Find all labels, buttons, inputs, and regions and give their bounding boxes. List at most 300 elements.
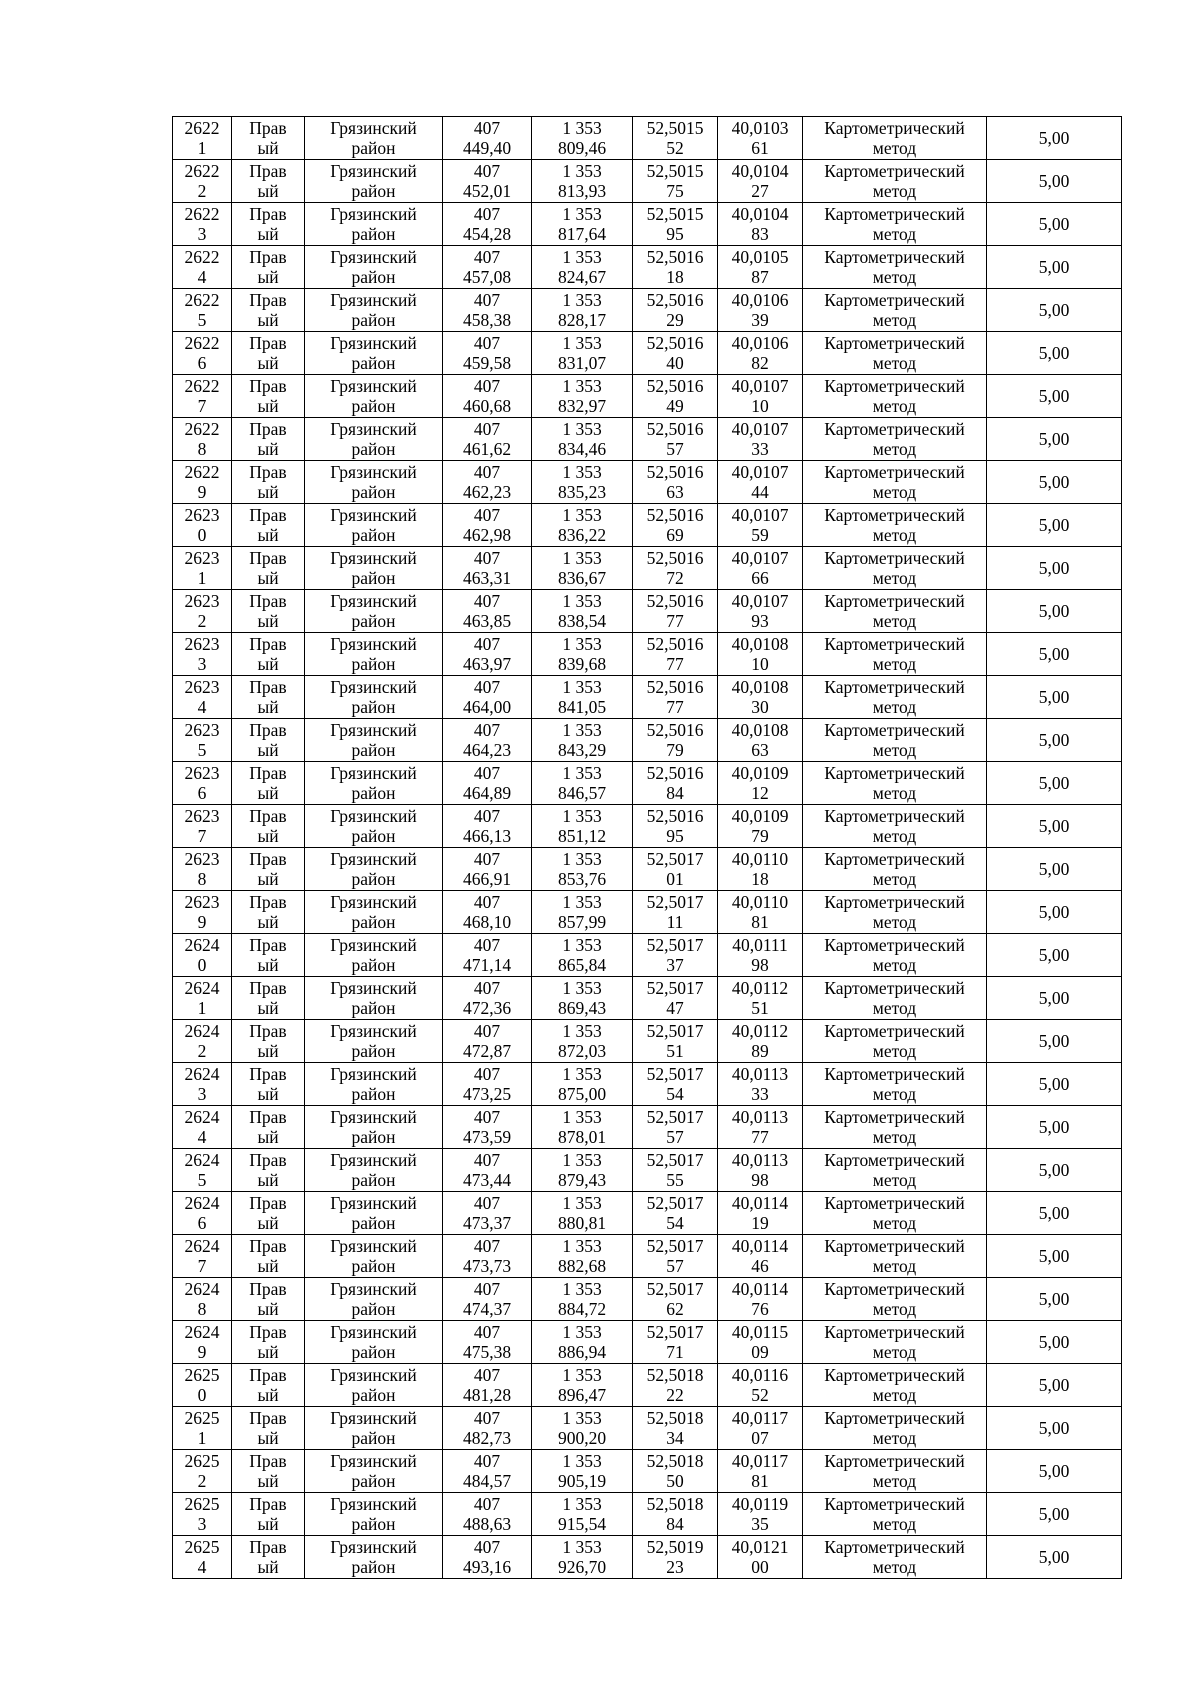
method-cell bbox=[803, 1407, 987, 1450]
method-text: метод bbox=[872, 1428, 917, 1448]
district-cell bbox=[305, 805, 443, 848]
method-cell bbox=[803, 762, 987, 805]
bank-side-text: Прав bbox=[249, 1451, 287, 1471]
district-text: район bbox=[351, 1471, 396, 1491]
table-row bbox=[173, 1235, 1122, 1278]
accuracy-text: 5,00 bbox=[1038, 859, 1070, 879]
coordinate-x-text: 407 bbox=[473, 548, 501, 568]
longitude-cell bbox=[718, 1407, 803, 1450]
method-text: Картометрический bbox=[824, 333, 965, 353]
coordinate-x-text: 407 bbox=[473, 1107, 501, 1127]
coordinate-y-text: 1 353 bbox=[562, 1107, 602, 1127]
table-row bbox=[173, 1364, 1122, 1407]
coordinate-y-cell bbox=[532, 934, 633, 977]
coordinate-x-cell bbox=[443, 1192, 532, 1235]
accuracy-text: 5,00 bbox=[1038, 945, 1070, 965]
latitude-text: 50 bbox=[666, 1471, 684, 1491]
accuracy-cell bbox=[987, 117, 1122, 160]
longitude-text: 30 bbox=[751, 697, 769, 717]
method-cell bbox=[803, 1192, 987, 1235]
method-text: Картометрический bbox=[824, 1494, 965, 1514]
district-text: Грязинский bbox=[330, 1150, 417, 1170]
district-cell bbox=[305, 289, 443, 332]
latitude-text: 52,5018 bbox=[646, 1451, 704, 1471]
district-cell bbox=[305, 1278, 443, 1321]
longitude-text: 52 bbox=[751, 1385, 769, 1405]
accuracy-text: 5,00 bbox=[1038, 1117, 1070, 1137]
latitude-text: 47 bbox=[666, 998, 684, 1018]
bank-side-text: ый bbox=[257, 568, 279, 588]
district-text: район bbox=[351, 1385, 396, 1405]
bank-side-cell bbox=[232, 1278, 305, 1321]
longitude-text: 40,0117 bbox=[731, 1408, 789, 1428]
longitude-text: 98 bbox=[751, 1170, 769, 1190]
coordinate-x-cell bbox=[443, 418, 532, 461]
table-row bbox=[173, 1192, 1122, 1235]
longitude-cell bbox=[718, 1149, 803, 1192]
bank-side-text: Прав bbox=[249, 1193, 287, 1213]
method-text: Картометрический bbox=[824, 161, 965, 181]
point-number-text: 2623 bbox=[184, 677, 220, 697]
coordinate-x-text: 407 bbox=[473, 1408, 501, 1428]
longitude-cell bbox=[718, 891, 803, 934]
table-row bbox=[173, 1149, 1122, 1192]
bank-side-cell bbox=[232, 289, 305, 332]
table-row bbox=[173, 676, 1122, 719]
district-text: район bbox=[351, 1557, 396, 1577]
latitude-text: 54 bbox=[666, 1084, 684, 1104]
district-cell bbox=[305, 977, 443, 1020]
longitude-text: 76 bbox=[751, 1299, 769, 1319]
point-number-text: 2625 bbox=[184, 1451, 220, 1471]
bank-side-cell bbox=[232, 1407, 305, 1450]
longitude-cell bbox=[718, 160, 803, 203]
point-number-text: 0 bbox=[197, 525, 207, 545]
district-cell bbox=[305, 1450, 443, 1493]
point-number-text: 4 bbox=[197, 697, 207, 717]
coordinate-y-cell bbox=[532, 1020, 633, 1063]
accuracy-cell bbox=[987, 762, 1122, 805]
accuracy-cell bbox=[987, 504, 1122, 547]
accuracy-text: 5,00 bbox=[1038, 472, 1070, 492]
bank-side-text: Прав bbox=[249, 978, 287, 998]
method-cell bbox=[803, 203, 987, 246]
method-cell bbox=[803, 547, 987, 590]
coordinate-x-text: 407 bbox=[473, 1279, 501, 1299]
coordinate-y-text: 831,07 bbox=[557, 353, 607, 373]
latitude-cell bbox=[633, 1063, 718, 1106]
method-text: Картометрический bbox=[824, 1537, 965, 1557]
accuracy-cell bbox=[987, 160, 1122, 203]
coordinate-x-cell bbox=[443, 289, 532, 332]
method-text: Картометрический bbox=[824, 1064, 965, 1084]
method-cell bbox=[803, 1536, 987, 1579]
coordinate-x-text: 407 bbox=[473, 505, 501, 525]
point-number-text: 2624 bbox=[184, 1150, 220, 1170]
coordinate-x-text: 472,87 bbox=[462, 1041, 512, 1061]
bank-side-text: Прав bbox=[249, 118, 287, 138]
coordinate-x-text: 407 bbox=[473, 806, 501, 826]
latitude-text: 52,5016 bbox=[646, 720, 704, 740]
point-number-text: 1 bbox=[197, 568, 207, 588]
method-cell bbox=[803, 977, 987, 1020]
coordinate-x-text: 407 bbox=[473, 376, 501, 396]
coordinate-x-cell bbox=[443, 1278, 532, 1321]
bank-side-text: ый bbox=[257, 1213, 279, 1233]
coordinate-y-text: 905,19 bbox=[557, 1471, 607, 1491]
latitude-cell bbox=[633, 1536, 718, 1579]
longitude-cell bbox=[718, 848, 803, 891]
method-text: метод bbox=[872, 1557, 917, 1577]
point-number-text: 2 bbox=[197, 1471, 207, 1491]
coordinate-y-cell bbox=[532, 1278, 633, 1321]
table-row bbox=[173, 289, 1122, 332]
latitude-cell bbox=[633, 1149, 718, 1192]
point-number-cell bbox=[173, 934, 232, 977]
district-text: район bbox=[351, 181, 396, 201]
coordinate-y-text: 1 353 bbox=[562, 935, 602, 955]
point-number-text: 3 bbox=[197, 1084, 207, 1104]
method-cell bbox=[803, 375, 987, 418]
table-row bbox=[173, 461, 1122, 504]
coordinate-x-cell bbox=[443, 1364, 532, 1407]
coordinates-table bbox=[172, 116, 1122, 1579]
method-text: Картометрический bbox=[824, 1193, 965, 1213]
accuracy-text: 5,00 bbox=[1038, 730, 1070, 750]
coordinate-x-text: 463,85 bbox=[462, 611, 512, 631]
accuracy-text: 5,00 bbox=[1038, 515, 1070, 535]
longitude-text: 81 bbox=[751, 912, 769, 932]
district-text: Грязинский bbox=[330, 634, 417, 654]
point-number-cell bbox=[173, 1020, 232, 1063]
bank-side-cell bbox=[232, 160, 305, 203]
coordinate-x-cell bbox=[443, 117, 532, 160]
bank-side-text: Прав bbox=[249, 720, 287, 740]
method-text: Картометрический bbox=[824, 1322, 965, 1342]
district-text: Грязинский bbox=[330, 677, 417, 697]
coordinate-y-text: 865,84 bbox=[557, 955, 607, 975]
accuracy-cell bbox=[987, 1063, 1122, 1106]
point-number-text: 2622 bbox=[184, 247, 220, 267]
coordinate-y-cell bbox=[532, 203, 633, 246]
coordinate-y-text: 839,68 bbox=[557, 654, 607, 674]
point-number-text: 2624 bbox=[184, 1021, 220, 1041]
coordinate-y-text: 1 353 bbox=[562, 505, 602, 525]
coordinate-y-text: 882,68 bbox=[557, 1256, 607, 1276]
longitude-text: 40,0115 bbox=[731, 1322, 789, 1342]
coordinate-y-text: 841,05 bbox=[557, 697, 607, 717]
district-text: Грязинский bbox=[330, 1537, 417, 1557]
district-text: Грязинский bbox=[330, 1064, 417, 1084]
coordinate-y-cell bbox=[532, 1364, 633, 1407]
coordinate-x-text: 407 bbox=[473, 333, 501, 353]
coordinate-y-text: 843,29 bbox=[557, 740, 607, 760]
point-number-cell bbox=[173, 1493, 232, 1536]
bank-side-text: ый bbox=[257, 1084, 279, 1104]
point-number-text: 4 bbox=[197, 267, 207, 287]
district-cell bbox=[305, 848, 443, 891]
latitude-text: 52,5015 bbox=[646, 161, 704, 181]
coordinate-x-cell bbox=[443, 1450, 532, 1493]
coordinate-x-cell bbox=[443, 762, 532, 805]
latitude-text: 52,5017 bbox=[646, 1279, 704, 1299]
longitude-cell bbox=[718, 805, 803, 848]
point-number-text: 2624 bbox=[184, 1064, 220, 1084]
coordinate-y-cell bbox=[532, 805, 633, 848]
method-cell bbox=[803, 332, 987, 375]
longitude-text: 40,0113 bbox=[731, 1107, 789, 1127]
point-number-text: 7 bbox=[197, 396, 207, 416]
longitude-text: 40,0108 bbox=[731, 634, 789, 654]
latitude-text: 52,5017 bbox=[646, 892, 704, 912]
method-cell bbox=[803, 1278, 987, 1321]
bank-side-text: Прав bbox=[249, 1150, 287, 1170]
coordinate-y-text: 1 353 bbox=[562, 376, 602, 396]
point-number-cell bbox=[173, 375, 232, 418]
accuracy-cell bbox=[987, 590, 1122, 633]
bank-side-text: Прав bbox=[249, 935, 287, 955]
point-number-text: 1 bbox=[197, 998, 207, 1018]
longitude-cell bbox=[718, 719, 803, 762]
coordinate-x-text: 473,44 bbox=[462, 1170, 512, 1190]
point-number-text: 2 bbox=[197, 611, 207, 631]
point-number-text: 2624 bbox=[184, 1193, 220, 1213]
point-number-text: 2623 bbox=[184, 763, 220, 783]
point-number-text: 2623 bbox=[184, 892, 220, 912]
latitude-text: 52,5018 bbox=[646, 1494, 704, 1514]
longitude-text: 40,0107 bbox=[731, 462, 789, 482]
point-number-text: 6 bbox=[197, 353, 207, 373]
coordinate-y-text: 1 353 bbox=[562, 591, 602, 611]
table-body bbox=[173, 117, 1122, 1579]
coordinate-y-text: 926,70 bbox=[557, 1557, 607, 1577]
coordinate-x-cell bbox=[443, 1149, 532, 1192]
latitude-cell bbox=[633, 160, 718, 203]
method-cell bbox=[803, 504, 987, 547]
coordinate-y-cell bbox=[532, 848, 633, 891]
longitude-text: 12 bbox=[751, 783, 769, 803]
coordinate-y-cell bbox=[532, 762, 633, 805]
longitude-cell bbox=[718, 289, 803, 332]
bank-side-text: ый bbox=[257, 1256, 279, 1276]
longitude-text: 40,0107 bbox=[731, 505, 789, 525]
coordinate-x-cell bbox=[443, 891, 532, 934]
point-number-cell bbox=[173, 891, 232, 934]
district-text: Грязинский bbox=[330, 161, 417, 181]
longitude-text: 33 bbox=[751, 1084, 769, 1104]
coordinate-x-cell bbox=[443, 203, 532, 246]
method-text: метод bbox=[872, 482, 917, 502]
coordinate-x-cell bbox=[443, 504, 532, 547]
bank-side-cell bbox=[232, 1149, 305, 1192]
latitude-text: 52,5016 bbox=[646, 591, 704, 611]
district-text: Грязинский bbox=[330, 1021, 417, 1041]
coordinate-y-text: 1 353 bbox=[562, 634, 602, 654]
coordinate-y-cell bbox=[532, 1149, 633, 1192]
method-cell bbox=[803, 891, 987, 934]
coordinate-y-text: 836,67 bbox=[557, 568, 607, 588]
district-cell bbox=[305, 1149, 443, 1192]
method-text: метод bbox=[872, 998, 917, 1018]
latitude-text: 01 bbox=[666, 869, 684, 889]
latitude-text: 52,5017 bbox=[646, 1322, 704, 1342]
coordinate-y-text: 1 353 bbox=[562, 419, 602, 439]
latitude-text: 52,5016 bbox=[646, 763, 704, 783]
accuracy-text: 5,00 bbox=[1038, 1461, 1070, 1481]
district-cell bbox=[305, 547, 443, 590]
coordinate-y-cell bbox=[532, 590, 633, 633]
district-text: район bbox=[351, 1299, 396, 1319]
method-text: метод bbox=[872, 267, 917, 287]
bank-side-cell bbox=[232, 246, 305, 289]
district-text: район bbox=[351, 697, 396, 717]
longitude-text: 59 bbox=[751, 525, 769, 545]
coordinate-x-cell bbox=[443, 676, 532, 719]
district-text: район bbox=[351, 869, 396, 889]
coordinate-x-text: 407 bbox=[473, 978, 501, 998]
bank-side-text: Прав bbox=[249, 1064, 287, 1084]
coordinate-y-cell bbox=[532, 1063, 633, 1106]
point-number-text: 4 bbox=[197, 1557, 207, 1577]
district-cell bbox=[305, 1192, 443, 1235]
coordinate-x-text: 407 bbox=[473, 118, 501, 138]
method-text: Картометрический bbox=[824, 978, 965, 998]
latitude-text: 52,5016 bbox=[646, 548, 704, 568]
bank-side-text: Прав bbox=[249, 591, 287, 611]
method-text: Картометрический bbox=[824, 677, 965, 697]
latitude-cell bbox=[633, 848, 718, 891]
coordinate-x-cell bbox=[443, 1106, 532, 1149]
method-text: Картометрический bbox=[824, 1279, 965, 1299]
coordinate-y-text: 1 353 bbox=[562, 1322, 602, 1342]
longitude-cell bbox=[718, 633, 803, 676]
district-text: район bbox=[351, 1084, 396, 1104]
bank-side-cell bbox=[232, 590, 305, 633]
table-row bbox=[173, 1536, 1122, 1579]
method-text: метод bbox=[872, 697, 917, 717]
district-text: Грязинский bbox=[330, 978, 417, 998]
coordinate-y-cell bbox=[532, 1493, 633, 1536]
bank-side-cell bbox=[232, 1020, 305, 1063]
method-text: Картометрический bbox=[824, 462, 965, 482]
bank-side-text: ый bbox=[257, 310, 279, 330]
coordinate-y-text: 857,99 bbox=[557, 912, 607, 932]
coordinate-y-text: 828,17 bbox=[557, 310, 607, 330]
latitude-text: 72 bbox=[666, 568, 684, 588]
district-text: Грязинский bbox=[330, 1365, 417, 1385]
bank-side-cell bbox=[232, 1364, 305, 1407]
method-text: Картометрический bbox=[824, 1236, 965, 1256]
district-text: Грязинский bbox=[330, 1494, 417, 1514]
district-text: Грязинский bbox=[330, 1193, 417, 1213]
point-number-cell bbox=[173, 1407, 232, 1450]
latitude-text: 55 bbox=[666, 1170, 684, 1190]
accuracy-text: 5,00 bbox=[1038, 257, 1070, 277]
coordinate-y-text: 1 353 bbox=[562, 763, 602, 783]
accuracy-cell bbox=[987, 1364, 1122, 1407]
bank-side-text: ый bbox=[257, 525, 279, 545]
coordinate-y-text: 1 353 bbox=[562, 1064, 602, 1084]
longitude-text: 40,0110 bbox=[731, 849, 789, 869]
point-number-text: 0 bbox=[197, 1385, 207, 1405]
district-text: район bbox=[351, 1041, 396, 1061]
longitude-text: 40,0111 bbox=[732, 935, 788, 955]
coordinate-x-text: 488,63 bbox=[462, 1514, 512, 1534]
longitude-text: 40,0103 bbox=[731, 118, 789, 138]
accuracy-cell bbox=[987, 547, 1122, 590]
coordinate-y-cell bbox=[532, 719, 633, 762]
point-number-text: 7 bbox=[197, 826, 207, 846]
accuracy-cell bbox=[987, 848, 1122, 891]
coordinate-y-cell bbox=[532, 246, 633, 289]
longitude-cell bbox=[718, 504, 803, 547]
point-number-text: 6 bbox=[197, 783, 207, 803]
method-text: метод bbox=[872, 826, 917, 846]
coordinate-y-text: 900,20 bbox=[557, 1428, 607, 1448]
longitude-text: 82 bbox=[751, 353, 769, 373]
bank-side-cell bbox=[232, 547, 305, 590]
latitude-text: 49 bbox=[666, 396, 684, 416]
district-text: район bbox=[351, 396, 396, 416]
point-number-cell bbox=[173, 117, 232, 160]
coordinate-x-text: 463,97 bbox=[462, 654, 512, 674]
accuracy-cell bbox=[987, 289, 1122, 332]
bank-side-text: Прав bbox=[249, 161, 287, 181]
longitude-text: 40,0114 bbox=[731, 1236, 789, 1256]
accuracy-cell bbox=[987, 1321, 1122, 1364]
longitude-text: 40,0106 bbox=[731, 290, 789, 310]
coordinate-x-cell bbox=[443, 1321, 532, 1364]
point-number-text: 7 bbox=[197, 1256, 207, 1276]
latitude-text: 95 bbox=[666, 826, 684, 846]
longitude-text: 40,0117 bbox=[731, 1451, 789, 1471]
point-number-text: 2622 bbox=[184, 376, 220, 396]
longitude-text: 39 bbox=[751, 310, 769, 330]
bank-side-cell bbox=[232, 332, 305, 375]
accuracy-text: 5,00 bbox=[1038, 343, 1070, 363]
method-cell bbox=[803, 117, 987, 160]
longitude-text: 40,0107 bbox=[731, 419, 789, 439]
latitude-text: 52,5017 bbox=[646, 1193, 704, 1213]
coordinate-y-cell bbox=[532, 1321, 633, 1364]
latitude-text: 57 bbox=[666, 439, 684, 459]
latitude-cell bbox=[633, 719, 718, 762]
coordinate-x-cell bbox=[443, 547, 532, 590]
coordinate-x-text: 493,16 bbox=[462, 1557, 512, 1577]
longitude-text: 40,0112 bbox=[731, 1021, 789, 1041]
method-cell bbox=[803, 633, 987, 676]
method-text: Картометрический bbox=[824, 204, 965, 224]
district-cell bbox=[305, 1020, 443, 1063]
latitude-text: 52,5017 bbox=[646, 1021, 704, 1041]
table-row bbox=[173, 1063, 1122, 1106]
accuracy-text: 5,00 bbox=[1038, 1031, 1070, 1051]
district-cell bbox=[305, 762, 443, 805]
coordinate-x-text: 407 bbox=[473, 1322, 501, 1342]
point-number-cell bbox=[173, 1235, 232, 1278]
bank-side-text: ый bbox=[257, 1299, 279, 1319]
table-row bbox=[173, 1106, 1122, 1149]
coordinate-x-text: 407 bbox=[473, 720, 501, 740]
table-row bbox=[173, 203, 1122, 246]
method-text: метод bbox=[872, 1385, 917, 1405]
district-text: район bbox=[351, 654, 396, 674]
longitude-text: 61 bbox=[751, 138, 769, 158]
method-text: метод bbox=[872, 310, 917, 330]
latitude-text: 37 bbox=[666, 955, 684, 975]
accuracy-text: 5,00 bbox=[1038, 214, 1070, 234]
latitude-text: 52,5016 bbox=[646, 376, 704, 396]
